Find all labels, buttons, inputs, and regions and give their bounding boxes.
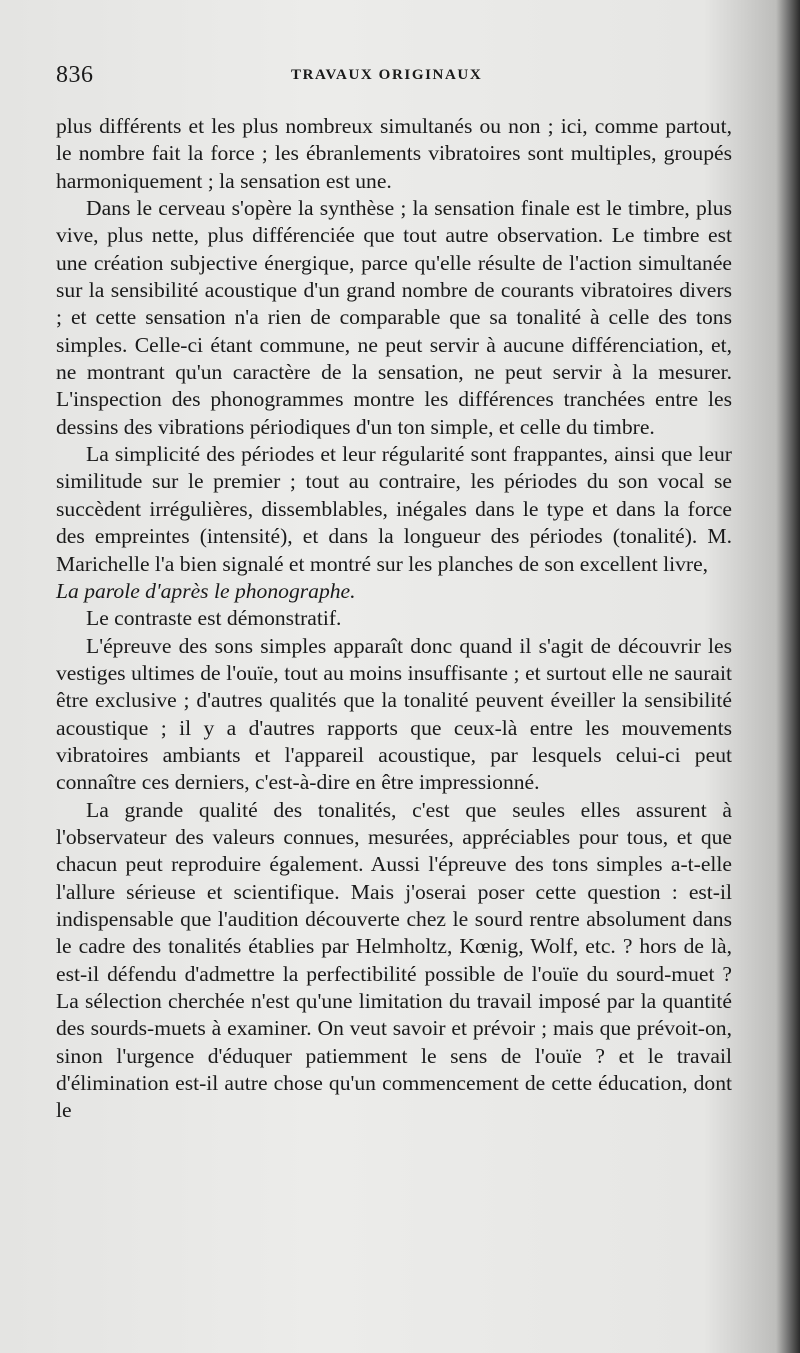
page-header: [56, 62, 726, 92]
paragraph-tonalities: La grande qualité des tonalités, c'est que seules elles assurent à l'observateur des valeurs connues, mesurées, appréciables pour tous, et que chacun peut reproduire également. Aussi l'épreuve des tons simples a-t-elle l'allure sérieuse et scientifique. Mais j'oserai poser cette question : est-il indispensable que l'audition découverte chez le sourd rentre absolument dans le cadre des tonalités établies par Helmholtz, Kœnig, Wolf, etc. ? hors de là, est-il défendu d'admettre la perfectibilité possible de l'ouïe du sourd-muet ? La sélection cherchée n'est qu'une limitation du travail imposé par la quantité des sourds-muets à examiner. On veut savoir et prévoir ; mais que prévoit-on, sinon l'urgence d'éduquer patiemment le sens de l'ouïe ? et le travail d'élimination est-il autre chose qu'un commencement de cette éducation, dont le: [56, 797, 732, 1123]
paragraph-contrast: Le contraste est démonstratif.: [86, 606, 342, 631]
paragraph-simple-sounds: L'épreuve des sons simples apparaît donc quand il s'agit de découvrir les vestiges ultimes de l'ouïe, tout au moins insuffisante ; et surtout elle ne saurait être exclusive ; d'autres qualités que la tonalité peuvent éveiller la sensibilité acoustique ; il y a d'autres rapports que ceux-là entre les mouvements vibratoires ambiants et l'appareil acoustique, par lesquels celui-ci peut connaître ces derniers, c'est-à-dire en être impressionné.: [56, 633, 732, 795]
body-text: [56, 113, 732, 1125]
paragraph-continuation: plus différents et les plus nombreux simultanés ou non ; ici, comme partout, le nombre fait la force ; les ébranlements vibratoires sont multiples, groupés harmoniquement ; la sensation est une.: [56, 114, 732, 193]
running-title: TRAVAUX ORIGINAUX: [291, 67, 483, 83]
paragraph-periods: La simplicité des périodes et leur régularité sont frappantes, ainsi que leur similitude sur le premier ; tout au contraire, les périodes du son vocal se succèdent irrégulières, dissemblables, inégales dans le type et dans la force des empreintes (intensité), et dans la longueur des périodes (tonalité). M. Marichelle l'a bien signalé et montré sur les planches de son excellent livre,: [56, 442, 732, 576]
paragraph-timbre: Dans le cerveau s'opère la synthèse ; la sensation finale est le timbre, plus vive, plus nette, plus différenciée que tout autre observation. Le timbre est une création subjective énergique, parce qu'elle résulte de l'action simultanée sur la sensibilité acoustique d'un grand nombre de courants vibratoires divers ; et cette sensation n'a rien de comparable que sa tonalité à celle des tons simples. Celle-ci étant commune, ne peut servir à aucune différenciation, et, ne montrant qu'un caractère de la sensation, ne peut servir à la mesurer. L'inspection des phonogrammes montre les différences tranchées entre les dessins des vibrations périodiques d'un ton simple, et celle du timbre.: [56, 196, 732, 439]
book-title-citation: La parole d'après le phonographe.: [56, 578, 356, 603]
page-number: 836: [56, 62, 94, 88]
